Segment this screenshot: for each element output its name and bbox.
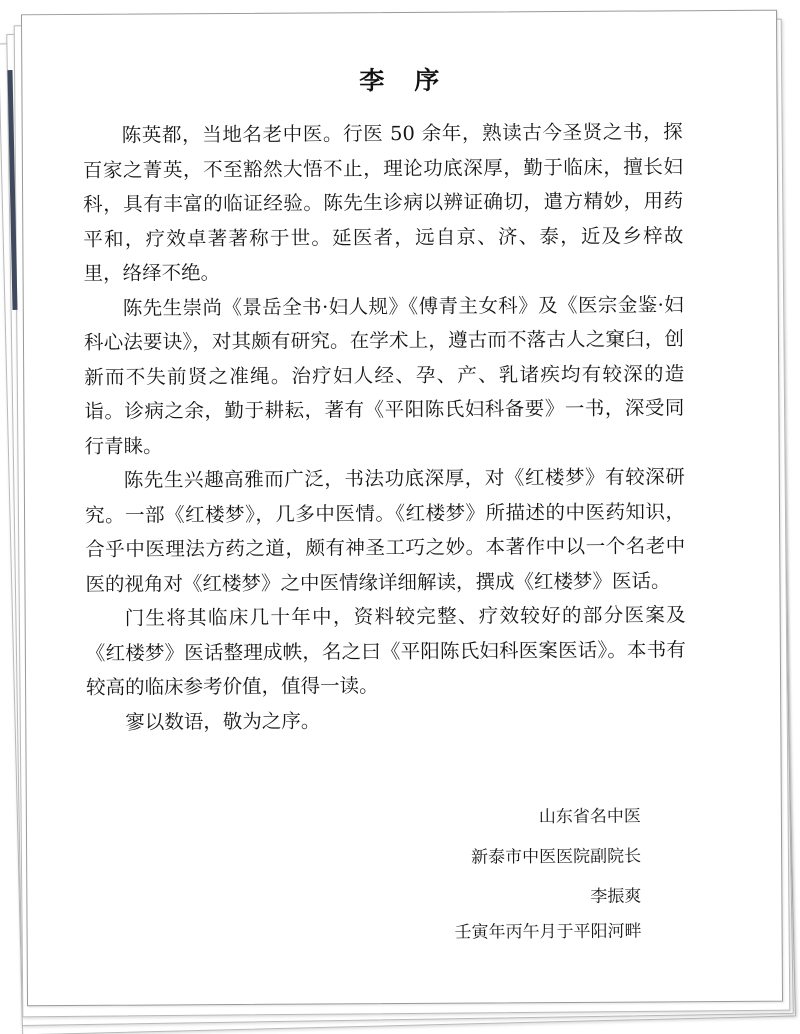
paragraph-5: 寥以数语，敬为之序。 xyxy=(125,709,321,734)
document-body xyxy=(83,115,687,740)
document-page xyxy=(21,10,783,1007)
paragraph-1: 陈英都，当地名老中医。行医 50 余年，熟读古今圣贤之书，探百家之菁英，不至豁然大悟不止，理论功底深厚，勤于临床，擅长妇科，具有丰富的临证经验。陈先生诊病以辨证确切，遣方精妙，用药平和，疗效卓著著称于世。延医者，远自京、济、泰，近及乡梓故里，络绎不绝。 xyxy=(82,120,684,285)
paragraph-2: 陈先生崇尚《景岳全书·妇人规》《傅青主女科》及《医宗金鉴·妇科心法要诀》，对其颇有研究。在学术上，遵古而不落古人之窠臼，创新而不失前贤之准绳。治疗妇人经、孕、产、乳诸疾均有较深的造诣。诊病之余，勤于耕耘，著有《平阳陈氏妇科备要》一书，深受同行青睐。 xyxy=(83,292,685,458)
signature-date-place: 壬寅年丙午月于平阳河畔 xyxy=(454,921,642,943)
signature-title: 山东省名中医 xyxy=(538,806,641,828)
paragraph-3: 陈先生兴趣高雅而广泛，书法功底深厚，对《红楼梦》有较深研究。一部《红楼梦》，几多中医情。《红楼梦》所描述的中医药知识，合乎中医理法方药之道，颇有神圣工巧之妙。本著作中以一个名老中医的视角对《红楼梦》之中医情缘详细解读，撰成《红楼梦》医话。 xyxy=(84,465,686,596)
signature-name: 李振爽 xyxy=(590,886,642,907)
signature-position: 新泰市中医医院副院长 xyxy=(471,846,642,868)
document-title: 李序 xyxy=(359,65,470,96)
paragraph-4: 门生将其临床几十年中，资料较完整、疗效较好的部分医案及《红楼梦》医话整理成帙，名之曰《平阳陈氏妇科医案医话》。本书有较高的临床参考价值，值得一读。 xyxy=(85,603,686,699)
